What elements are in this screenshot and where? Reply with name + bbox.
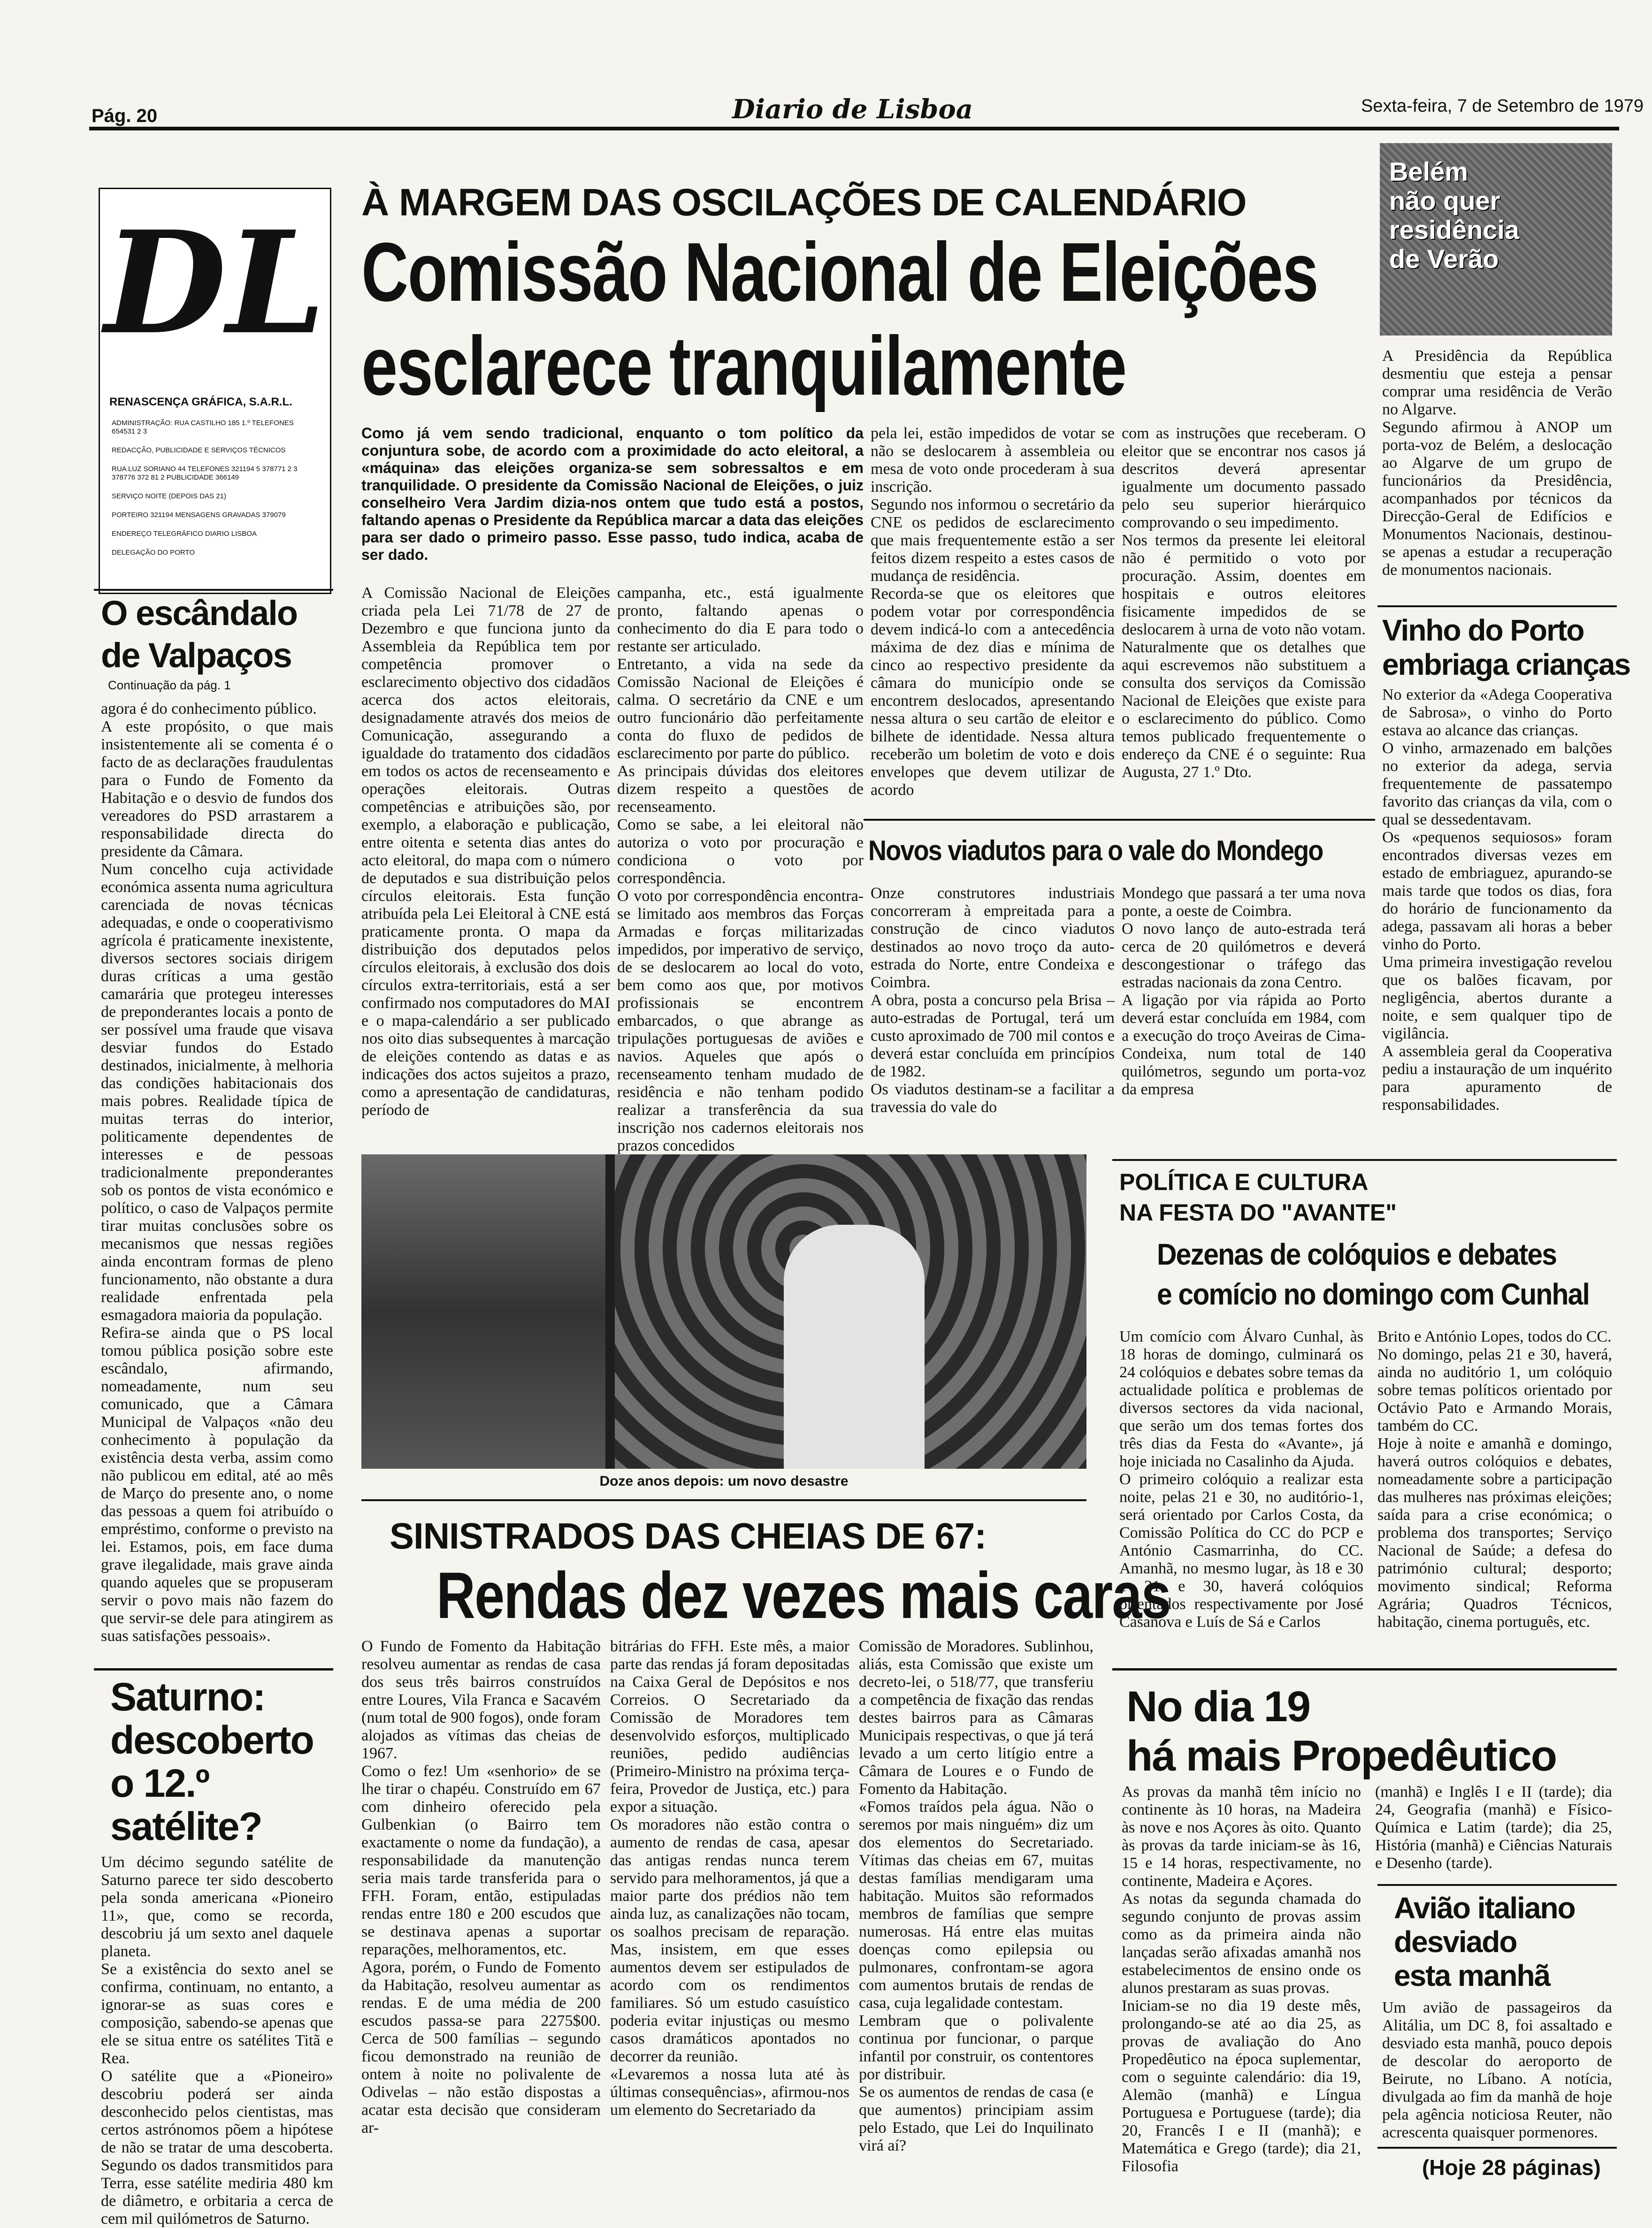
lead-intro: Como já vem sendo tradicional, enquanto o tom político da conjuntura sobe, de acordo com a proximidade do acto eleitoral, a «máquina» das eleições organiza-se sem sobressaltos e em tranquilidade. O presidente da Comissão Nacional de Eleições, o juiz conselheiro Vera Jardim dizia-nos ontem que tudo está a postos, faltando apenas o Presidente da República marcar a data das eleições para ser dado o primeiro passo. Esse passo, tudo indica, acaba de ser dado. [361, 425, 864, 563]
avante-kicker-1: POLÍTICA E CULTURA [1119, 1169, 1369, 1195]
contact-item: PORTEIRO 321194 MENSAGENS GRAVADAS 379079 [112, 511, 286, 519]
belem-body: A Presidência da República desmentiu que esteja a pensar comprar uma residência de Verão no Algarve. Segundo afirmou à ANOP um porta-voz de Belém, a deslocação ao Algarve de um grupo de funcionários da Presidência, acompanhados por técnicos da Direcção-Geral de Edifícios e Monumentos Nacionais, destinou-se apenas a estudar a recuperação de monumentos nacionais. [1382, 347, 1612, 579]
column-rule [361, 1499, 1086, 1501]
saturno-body: Um décimo segundo satélite de Saturno parece ter sido descoberto pela sonda americana «Pioneiro 11», que, como se recorda, descobriu já um sexto anel daquele planeta. Se a existência do sexto anel se confirma, continuam, no entanto, a ignorar-se as suas cores e composição, sabendo-se apenas que ele se situa entre os satélites Titã e Rea. O satélite que a «Pioneiro» descobriu poderá ser ainda desconhecido pelos cientistas, mas certos astrónomos põem a hipótese de não se tratar de uma descoberta. Segundo os dados transmitidos para Terra, esse satélite mediria 480 km de diâmetro, e orbitaria a cerca de cem mil quilómetros de Saturno. [101, 1854, 333, 2228]
column-rule [864, 819, 1375, 821]
column-rule [1377, 2147, 1617, 2149]
saturno-headline-2: descoberto [110, 1718, 314, 1762]
lead-column-3: pela lei, estão impedidos de votar se não se deslocarem à assembleia ou mesa de voto onde procederam à sua inscrição. Segundo nos informou o secretário da CNE os pedidos de esclarecimento que mais frequentemente estão a ser feitos dizem respeito a estes casos de mudança de residência. Recorda-se que os eleitores que podem votar por correspondência devem indicá-lo com a antecedência máxima de dez dias e mínima de cinco ao respectivo presidente da câmara do município onde se encontrem deslocados, apresentando nessa altura o seu cartão de eleitor e bilhete de identidade. Nessa altura receberão um boletim de voto e dois envelopes que devem utilizar de acordo [871, 425, 1115, 799]
mondego-column-1: Onze construtores industriais concorreram à empreitada para a construção de cinco viadutos destinados ao novo troço da auto-estrada do Norte, entre Condeixa e Coimbra. A obra, posta a concurso pela Brisa – auto-estradas de Portugal, terá um custo aproximado de 700 mil contos e deverá estar concluída em princípios de 1982. Os viadutos destinam-se a facilitar a travessia do vale do [871, 885, 1115, 1116]
contact-item: ENDEREÇO TELEGRÁFICO DIARIO LISBOA [112, 530, 257, 538]
cheias-kicker: SINISTRADOS DAS CHEIAS DE 67: [390, 1515, 987, 1557]
column-rule [1377, 1884, 1617, 1886]
valpacos-headline-1: O escândalo [101, 594, 298, 633]
avante-column-1: Um comício com Álvaro Cunhal, às 18 horas de domingo, culminará os 24 colóquios e debates sobre temas da actualidade política e problemas de diversos sectores da vida nacional, que serão um dos temas fortes dos três dias da Festa do «Avante», já hoje iniciada no Casalinho da Ajuda. O primeiro colóquio a realizar esta noite, pelas 21 e 30, no auditório-1, será orientado por Carlos Costa, da Comissão Política do CC do PCP e António Casmarrinha, do CC. Amanhã, no mesmo lugar, às 18 e 30 e 21 e 30, haverá colóquios orientados respectivamente por José Casanova e Luís de Sá e Carlos [1119, 1328, 1363, 1631]
valpacos-headline-2: de Valpaços [101, 636, 291, 675]
column-rule [1377, 605, 1617, 607]
belem-photo [1380, 143, 1612, 336]
contact-item: REDACÇÃO, PUBLICIDADE E SERVIÇOS TÉCNICOS [112, 446, 286, 454]
contact-item: SERVIÇO NOITE (DEPOIS DAS 21) [112, 492, 226, 500]
lead-headline-1: Comissão Nacional de Eleições [361, 225, 1318, 319]
column-rule [94, 1668, 333, 1671]
porto-body: No exterior da «Adega Cooperativa de Sabrosa», o vinho do Porto estava ao alcance das crianças. O vinho, armazenado em balções no exterior da adega, servia frequentemente de passatempo favorito das crianças da vila, com o qual se dessedentavam. Os «pequenos sequiosos» foram encontrados diversas vezes em estado de embriaguez, apurando-se mais tarde que todos os dias, fora do horário de funcionamento da adega, passavam ali horas a beber vinho do Porto. Uma primeira investigação revelou que os balões ficavam, por negligência, abertos durante a noite, e sem qualquer tipo de vigilância. A assembleia geral da Cooperativa pediu a instauração de um inquérito para apuramento de responsabilidades. [1382, 686, 1612, 1114]
saturno-headline-1: Saturno: [110, 1675, 265, 1719]
cheias-headline: Rendas dez vezes mais caras [436, 1558, 1170, 1632]
porto-headline-2: embriaga crianças [1382, 648, 1630, 681]
column-rule [94, 589, 333, 591]
column-rule [1112, 1668, 1617, 1671]
mondego-column-2: Mondego que passará a ter uma nova ponte, a oeste de Coimbra. O novo lanço de auto-estrada terá cerca de 20 quilómetros e deverá descongestionar o tráfego das estradas nacionais da zona Centro. A ligação por via rápida ao Porto deverá estar concluída em 1984, com a execução do troço Aveiras de Cima-Condeixa, num total de 140 quilómetros, segundo um porta-voz da empresa [1122, 885, 1366, 1098]
logo-box [99, 188, 331, 594]
aviao-headline-1: Avião italiano [1394, 1891, 1575, 1925]
masthead-rule [89, 127, 1619, 130]
lead-column-1: A Comissão Nacional de Eleições criada pela Lei 71/78 de 27 de Dezembro e que funciona junto da Assembleia da República tem por competência promover o esclarecimento objectivo dos cidadãos acerca dos actos eleitorais, designadamente através dos meios de Comunicação, assegurando a igualdade do tratamento dos cidadãos em todos os actos de recenseamento e operações eleitorais. Outras competências e atribuições são, por exemplo, a elaboração e publicação, entre oitenta e setenta dias antes do acto eleitoral, do mapa com o número de deputados e sua distribuição pelos círculos eleitorais. Esta função atribuída pela Lei Eleitoral à CNE está praticamente pronta. O mapa da distribuição dos deputados pelos círculos eleitorais, à exclusão dos dois círculos extra-territoriais, está a ser confirmado nos computadores do MAI e o mapa-calendário a ser publicado nos oito dias subsequentes à marcação de eleições contendo as datas e as indicações dos actos sujeitos a prazo, como a apresentação de candidaturas, período de [361, 584, 610, 1119]
contact-item: DELEGAÇÃO DO PORTO [112, 549, 195, 557]
aviao-headline-2: desviado [1394, 1925, 1517, 1959]
avante-headline-1: Dezenas de colóquios e debates [1157, 1237, 1557, 1271]
avante-kicker-2: NA FESTA DO "AVANTE" [1119, 1199, 1397, 1226]
contact-item: ADMINISTRAÇÃO: RUA CASTILHO 185 1.º TELEFONES 654531 2 3 [112, 419, 294, 435]
lead-headline-2: esclarece tranquilamente [361, 319, 1126, 412]
photo-caption: Doze anos depois: um novo desastre [599, 1473, 849, 1489]
propedeutico-headline-2: há mais Propedêutico [1126, 1732, 1557, 1780]
contact-item: RUA LUZ SORIANO 44 TELEFONES 321194 5 378771 2 3 378776 372 81 2 PUBLICIDADE 366149 [112, 465, 298, 481]
page-number: Pág. 20 [92, 106, 158, 126]
continuation-note: Continuação da pág. 1 [108, 678, 231, 692]
column-rule [1112, 1159, 1617, 1161]
publisher-name: RENASCENÇA GRÁFICA, S.A.R.L. [109, 396, 292, 408]
lead-column-4: com as instruções que receberam. O eleitor que se encontrar nos casos já descritos deverá apresentar igualmente um documento passado pelo seu superior hierárquico comprovando o seu impedimento. Nos termos da presente lei eleitoral não é permitido o voto por procuração. Assim, doentes em hospitais e outros eleitores fisicamente impedidos de se deslocarem à urna de voto não votam. Naturalmente que os detalhes que aqui escrevemos não substituem a consulta dos serviços da Comissão Nacional de Eleições que existe para o esclarecimento do público. Como temos publicado frequentemente o endereço da CNE é o seguinte: Rua Augusta, 27 1.º Dto. [1122, 425, 1366, 781]
saturno-headline-4: satélite? [110, 1804, 262, 1848]
valpacos-body: agora é do conhecimento público. A este propósito, o que mais insistentemente ali se comenta é o facto de as declarações fraudulentas para o Fundo de Fomento da Habitação e o desvio de fundos dos vereadores do PSD arrastarem a responsabilidade directa do presidente da Câmara. Num concelho cuja actividade económica assenta numa agricultura carenciada de novas técnicas adequadas, e onde o cooperativismo agrícola é praticamente inexistente, diversos sectores sociais dirigem duras críticas a uma gestão camarária que protegeu interesses de preponderantes locais a ponto de ser possível uma fraude que visava desviar fundos do Estado destinados, inicialmente, à melhoria das condições habitacionais dos mais pobres. Realidade típica de muitas terras do interior, politicamente dependentes de interesses e de pessoas tradicionalmente preponderantes sob os pontos de vista económico e político, o caso de Valpaços permite tirar muitas conclusões sobre os mecanismos que nessas regiões ainda encontram formas de pleno funcionamento, não obstante a dura realidade enfrentada pela esmagadora maioria da população. Refira-se ainda que o PS local tomou pública posição sobre este escândalo, afirmando, nomeadamente, num seu comunicado, que a Câmara Municipal de Valpaços «não deu conhecimento à população da existência desta verba, assim como não publicou em edital, até ao mês de Março do presente ano, o nome das pessoas a quem foi atribuído o empréstimo, conforme o previsto na lei. Estamos, pois, em face duma grave ilegalidade, mais grave ainda quando aqueles que se propuseram servir o povo mais não fazem do que servir-se dele para atingirem as suas satisfações pessoais». [101, 700, 333, 1645]
cheias-column-2: bitrárias do FFH. Este mês, a maior parte das rendas já foram depositadas na Caixa Geral de Depósitos e nos Correios. O Secretariado da Comissão de Moradores tem desenvolvido esforços, multiplicado reuniões, pedido audiências (Primeiro-Ministro na próxima terça-feira, Provedor de Justiça, etc.) para expor a situação. Os moradores não estão contra o aumento de rendas de casa, apesar das antigas rendas nunca terem servido para melhoramentos, já que a maior parte dos prédios não tem ainda luz, as canalizações não tocam, os soalhos precisam de reparação. Mas, insistem, em que esses aumentos devem ser estipulados de acordo com os rendimentos familiares. Só um estudo casuístico poderia evitar injustiças ou mesmo casos dramáticos apontados no decorrer da reunião. «Levaremos a nossa luta até às últimas consequências», afirmou-nos um elemento do Secretariado da [610, 1638, 849, 2119]
aviao-body: Um avião de passageiros da Alitália, um DC 8, foi assaltado e desviado esta manhã, pouco depois de descolar do aeroporto de Beirute, no Líbano. A notícia, divulgada ao fim da manhã de hoje pela agência noticiosa Reuter, não acrescenta quaisquer pormenores. [1382, 1999, 1612, 2141]
cheias-column-1: O Fundo de Fomento da Habitação resolveu aumentar as rendas de casa dos seus três bairros construídos entre Loures, Vila Franca e Sacavém (num total de 900 fogos), onde foram alojados as vítimas das cheias de 1967. Como o fez! Um «senhorio» de se lhe tirar o chapéu. Construído em 67 com dinheiro oferecido pela Gulbenkian (o Bairro tem exactamente o nome da fundação), a responsabilidade da manutenção seria mais tarde transferida para o FFH. Foram, então, estipuladas rendas entre 180 e 200 escudos que se destinava apenas a suportar reparações, melhoramentos, etc. Agora, porém, o Fundo de Fomento da Habitação, resolveu aumentar as rendas. E de uma média de 200 escudos passa-se para 2275$00. Cerca de 500 famílias – segundo ficou demonstrado na reunião de ontem à noite no polivalente de Odivelas – não estão dispostas a acatar esta decisão que consideram ar- [361, 1638, 601, 2136]
avante-headline-2: e comício no domingo com Cunhal [1157, 1277, 1590, 1311]
newspaper-title: Diario de Lisboa [732, 94, 973, 125]
cheias-column-3: Comissão de Moradores. Sublinhou, aliás, esta Comissão que existe um decreto-lei, o 518/77, que transferiu a competência de fixação das rendas destes bairros para as Câmaras Municipais respectivas, o que já terá levado a um certo litígio entre a Câmara de Loures e o Fundo de Fomento da Habitação. «Fomos traídos pela água. Não o seremos por mais ninguém» diz um dos elementos do Secretariado. Vítimas das cheias em 67, muitas destas famílias mendigaram uma habitação. Muitos são reformados membros de famílias que sempre numerosas. Há entre elas muitas doenças como epilepsia ou pulmonares, confrontam-se agora com aumentos brutais de rendas de casa, cuja legalidade contestam. Lembram que o polivalente continua por funcionar, o parque infantil por construir, os contentores por distribuir. Se os aumentos de rendas de casa (e que aumentos) principiam assim pelo Estado, que Lei do Inquilinato virá aí? [859, 1638, 1094, 2154]
mondego-headline: Novos viadutos para o vale do Mondego [868, 835, 1323, 866]
page-count: (Hoje 28 páginas) [1422, 2155, 1601, 2180]
aviao-headline-3: esta manhã [1394, 1959, 1550, 1992]
propedeutico-column-1: As provas da manhã têm início no continente às 10 horas, na Madeira às nove e nos Açores às oito. Quanto às provas da tarde iniciam-se às 16, 15 e 14 horas, respectivamente, no continente, Madeira e Açores. As notas da segunda chamada do segundo conjunto de provas assim como as da primeira ainda não lançadas serão afixadas amanhã nos estabelecimentos de ensino onde os alunos prestaram as suas provas. Iniciam-se no dia 19 deste mês, prolongando-se até ao dia 25, as provas de avaliação do Ano Propedêutico na época suplementar, com o seguinte calendário: dia 19, Alemão (manhã) e Língua Portuguesa e Portuguese (tarde); dia 20, Francês I e II (manhã); e Matemática e Grego (tarde); dia 21, Filosofia [1122, 1783, 1361, 2175]
propedeutico-column-2: (manhã) e Inglês I e II (tarde); dia 24, Geografia (manhã) e Físico-Química e Latim (tarde); dia 25, História (manhã) e Ciências Naturais e Desenho (tarde). [1375, 1783, 1612, 1872]
dl-logo: DL [104, 200, 326, 366]
contact-list [112, 419, 318, 557]
crowd-photo [361, 1154, 1086, 1469]
avante-column-2: Brito e António Lopes, todos do CC. No domingo, pelas 21 e 30, haverá, ainda no auditório 1, um colóquio sobre temas políticos orientado por Octávio Pato e Armando Morais, também do CC. Hoje à noite e amanhã e domingo, haverá outros colóquios e debates, nomeadamente sobre a participação das mulheres nas próximas eleições; saída para a crise económica; o problema dos transportes; Serviço Nacional de Saúde; a defesa do património cultural; desporto; movimento sindical; Reforma Agrária; Quadros Técnicos, habitação, cinema português, etc. [1377, 1328, 1612, 1631]
belem-photo-title: Belém não quer residência de Verão [1389, 157, 1520, 274]
propedeutico-headline-1: No dia 19 [1126, 1683, 1310, 1731]
lead-kicker: À MARGEM DAS OSCILAÇÕES DE CALENDÁRIO [361, 181, 1247, 224]
lead-column-2: campanha, etc., está igualmente pronto, faltando apenas o conhecimento do dia E para todo o restante ser articulado. Entretanto, a vida na sede da Comissão Nacional de Eleições é calma. O secretário da CNE e um outro funcionário dão perfeitamente conta do fluxo de pedidos de esclarecimento por parte do público. As principais dúvidas dos eleitores dizem respeito a questões de recenseamento. Como se sabe, a lei eleitoral não autoriza o voto por procuração e condiciona o voto por correspondência. O voto por correspondência encontra-se limitado aos membros das Forças Armadas e forças militarizadas impedidos, por imperativo de serviço, de se deslocarem ao local do voto, bem como aos que, por motivos profissionais se encontrem embarcados, o que abrange as tripulações portuguesas de aviões e navios. Aqueles que após o recenseamento tenham mudado de residência e não tenham podido realizar a transferência da sua inscrição nos cadernos eleitorais nos prazos concedidos [617, 584, 864, 1154]
issue-date: Sexta-feira, 7 de Setembro de 1979 [1361, 96, 1644, 116]
saturno-headline-3: o 12.º [110, 1761, 209, 1805]
porto-headline-1: Vinho do Porto [1382, 613, 1584, 647]
